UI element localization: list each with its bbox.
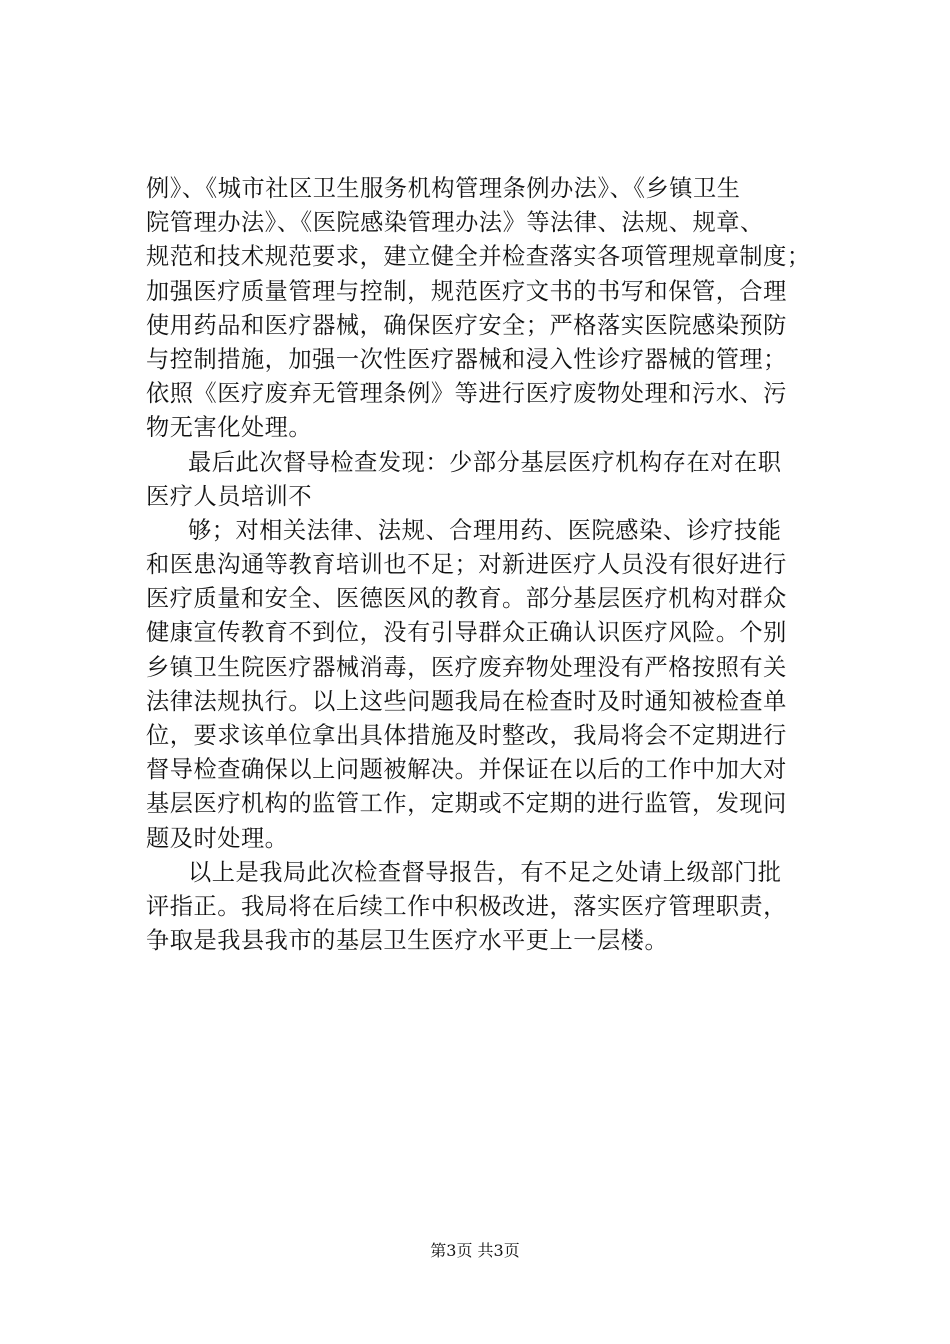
- text-line: 物无害化处理。: [146, 414, 313, 442]
- text-line: 法律法规执行。以上这些问题我局在检查时及时通知被检查单: [146, 687, 787, 715]
- text-line: 基层医疗机构的监管工作，定期或不定期的进行监管，发现问: [146, 790, 787, 818]
- text-line: 评指正。我局将在后续工作中积极改进，落实医疗管理职责，: [146, 892, 787, 920]
- text-line: 健康宣传教育不到位，没有引导群众正确认识医疗风险。个别: [146, 619, 787, 647]
- text-line: 医疗人员培训不: [146, 482, 313, 510]
- text-line: 题及时处理。: [146, 824, 289, 852]
- paragraph-start-line: 以上是我局此次检查督导报告，有不足之处请上级部门批: [188, 858, 782, 886]
- document-body: [146, 172, 836, 958]
- text-line: 乡镇卫生院医疗器械消毒，医疗废弃物处理没有严格按照有关: [146, 653, 787, 681]
- text-line: 争取是我县我市的基层卫生医疗水平更上一层楼。: [146, 927, 669, 955]
- text-line: 和医患沟通等教育培训也不足；对新进医疗人员没有很好进行: [146, 551, 787, 579]
- text-line: 依照《医疗废弃无管理条例》等进行医疗废物处理和污水、污: [146, 380, 787, 408]
- text-line: 与控制措施，加强一次性医疗器械和浸入性诊疗器械的管理；: [146, 345, 787, 373]
- text-line: 医疗质量和安全、医德医风的教育。部分基层医疗机构对群众: [146, 585, 787, 613]
- text-line: 位，要求该单位拿出具体措施及时整改，我局将会不定期进行: [146, 722, 787, 749]
- paragraph-start-line: 最后此次督导检查发现：少部分基层医疗机构存在对在职: [188, 448, 782, 476]
- paragraph-start-line: 够；对相关法律、法规、合理用药、医院感染、诊疗技能: [188, 516, 782, 544]
- text-line: 加强医疗质量管理与控制，规范医疗文书的书写和保管，合理: [146, 277, 787, 305]
- text-line: 使用药品和医疗器械，确保医疗安全；严格落实医院感染预防: [146, 311, 787, 339]
- text-line: 规范和技术规范要求，建立健全并检查落实各项管理规章制度；: [146, 243, 811, 271]
- text-line: 院管理办法》、《医院感染管理办法》等法律、法规、规章、: [146, 209, 764, 237]
- page-number: 第3页 共3页: [430, 1241, 520, 1260]
- text-line: 例》、《城市社区卫生服务机构管理条例办法》、《乡镇卫生: [146, 175, 741, 202]
- page-footer: [0, 1241, 950, 1261]
- text-line: 督导检查确保以上问题被解决。并保证在以后的工作中加大对: [146, 756, 787, 784]
